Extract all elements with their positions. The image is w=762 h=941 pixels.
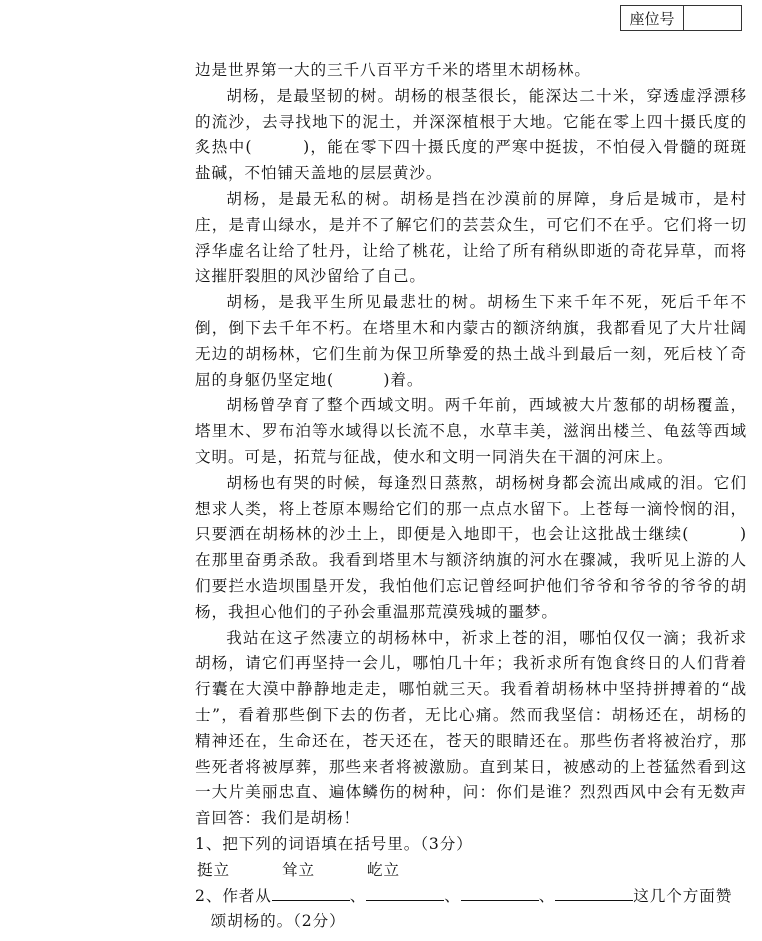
- word-option: 耸立: [282, 860, 315, 879]
- blank-separator: 、: [538, 886, 556, 905]
- seat-number-field[interactable]: [684, 6, 741, 30]
- passage-paragraph-3: 胡杨，是我平生所见最悲壮的树。胡杨生下来千年不死，死后千年不倒，倒下去千年不朽。在塔里木和内蒙古的额济纳旗，我都看见了大片壮阔无边的胡杨林，它们生前为保卫所挚爱的热土战斗到最后一刻，死后枝丫奇屈的身躯仍坚定地( )着。: [195, 293, 747, 389]
- seat-number-label: 座位号: [621, 6, 684, 30]
- question-2: [195, 884, 747, 936]
- passage-paragraph-6: 我站在这孑然凄立的胡杨林中，祈求上苍的泪，哪怕仅仅一滴；我祈求胡杨，请它们再坚持一会儿，哪怕几十年；我祈求所有饱食终日的人们背着行囊在大漠中静静地走走，哪怕就三天。我看着胡杨林中坚持拼搏着的“战士”，看着那些倒下去的伤者，无比心痛。然而我坚信：胡杨还在，胡杨的精神还在，生命还在，苍天还在，苍天的眼睛还在。那些伤者将被治疗，那些死者将被厚葬，那些来者将被激励。直到某日，被感动的上苍猛然看到这一大片美丽忠直、遍体鳞伤的树种，问：你们是谁？烈烈西风中会有无数声音回答：我们是胡杨！: [195, 628, 747, 828]
- blank-separator: 、: [349, 886, 367, 905]
- answer-blank[interactable]: [272, 886, 350, 901]
- passage-paragraph-1: 胡杨，是最坚韧的树。胡杨的根茎很长，能深达二十米，穿透虚浮漂移的流沙，去寻找地下的泥土，并深深植根于大地。它能在零上四十摄氏度的炙热中( )，能在零下四十摄氏度的严寒中挺拔，不怕侵入骨髓的斑斑盐碱，不怕铺天盖地的层层黄沙。: [195, 86, 747, 183]
- question-1-word-list: [195, 858, 747, 884]
- answer-blank[interactable]: [555, 886, 633, 901]
- question-1: 1、把下列的词语填在括号里。（3分）: [195, 834, 473, 853]
- answer-blank[interactable]: [461, 886, 539, 901]
- question-2-prefix: 2、作者从: [195, 886, 272, 905]
- passage-paragraph-0: 边是世界第一大的三千八百平方千米的塔里木胡杨林。: [195, 61, 591, 79]
- passage-paragraph-2: 胡杨，是最无私的树。胡杨是挡在沙漠前的屏障，身后是城市，是村庄，是青山绿水，是并不了解它们的芸芸众生，可它们不在乎。它们将一切浮华虚名让给了牡丹，让给了桃花，让给了所有稍纵即逝的奇花异草，而将这摧肝裂胆的风沙留给了自己。: [195, 189, 747, 286]
- seat-number-box: [620, 5, 742, 31]
- word-option: 挺立: [197, 860, 230, 879]
- answer-blank[interactable]: [366, 886, 444, 901]
- question-2-suffix: 这几个方面赞颂胡杨的。（2分）: [210, 886, 733, 931]
- passage-paragraph-5: 胡杨也有哭的时候，每逢烈日蒸熬，胡杨树身都会流出咸咸的泪。它们想求人类，将上苍原本赐给它们的那一点点水留下。上苍每一滴怜悯的泪，只要洒在胡杨林的沙土上，即便是入地即干，也会让这批战士继续( )在那里奋勇杀敌。我看到塔里木与额济纳旗的河水在骤减，我听见上游的人们要拦水造坝围垦开发，我怕他们忘记曾经呵护他们爷爷和爷爷的爷爷的胡杨，我担心他们的子孙会重温那荒漠残城的噩梦。: [195, 473, 747, 621]
- word-option: 屹立: [367, 860, 400, 879]
- passage-paragraph-4: 胡杨曾孕育了整个西域文明。两千年前，西域被大片葱郁的胡杨覆盖，塔里木、罗布泊等水域得以长流不息，水草丰美，滋润出楼兰、龟兹等西域文明。可是，拓荒与征战，使水和文明一同消失在干涸的河床上。: [195, 396, 747, 466]
- reading-passage: [195, 58, 747, 935]
- blank-separator: 、: [444, 886, 461, 905]
